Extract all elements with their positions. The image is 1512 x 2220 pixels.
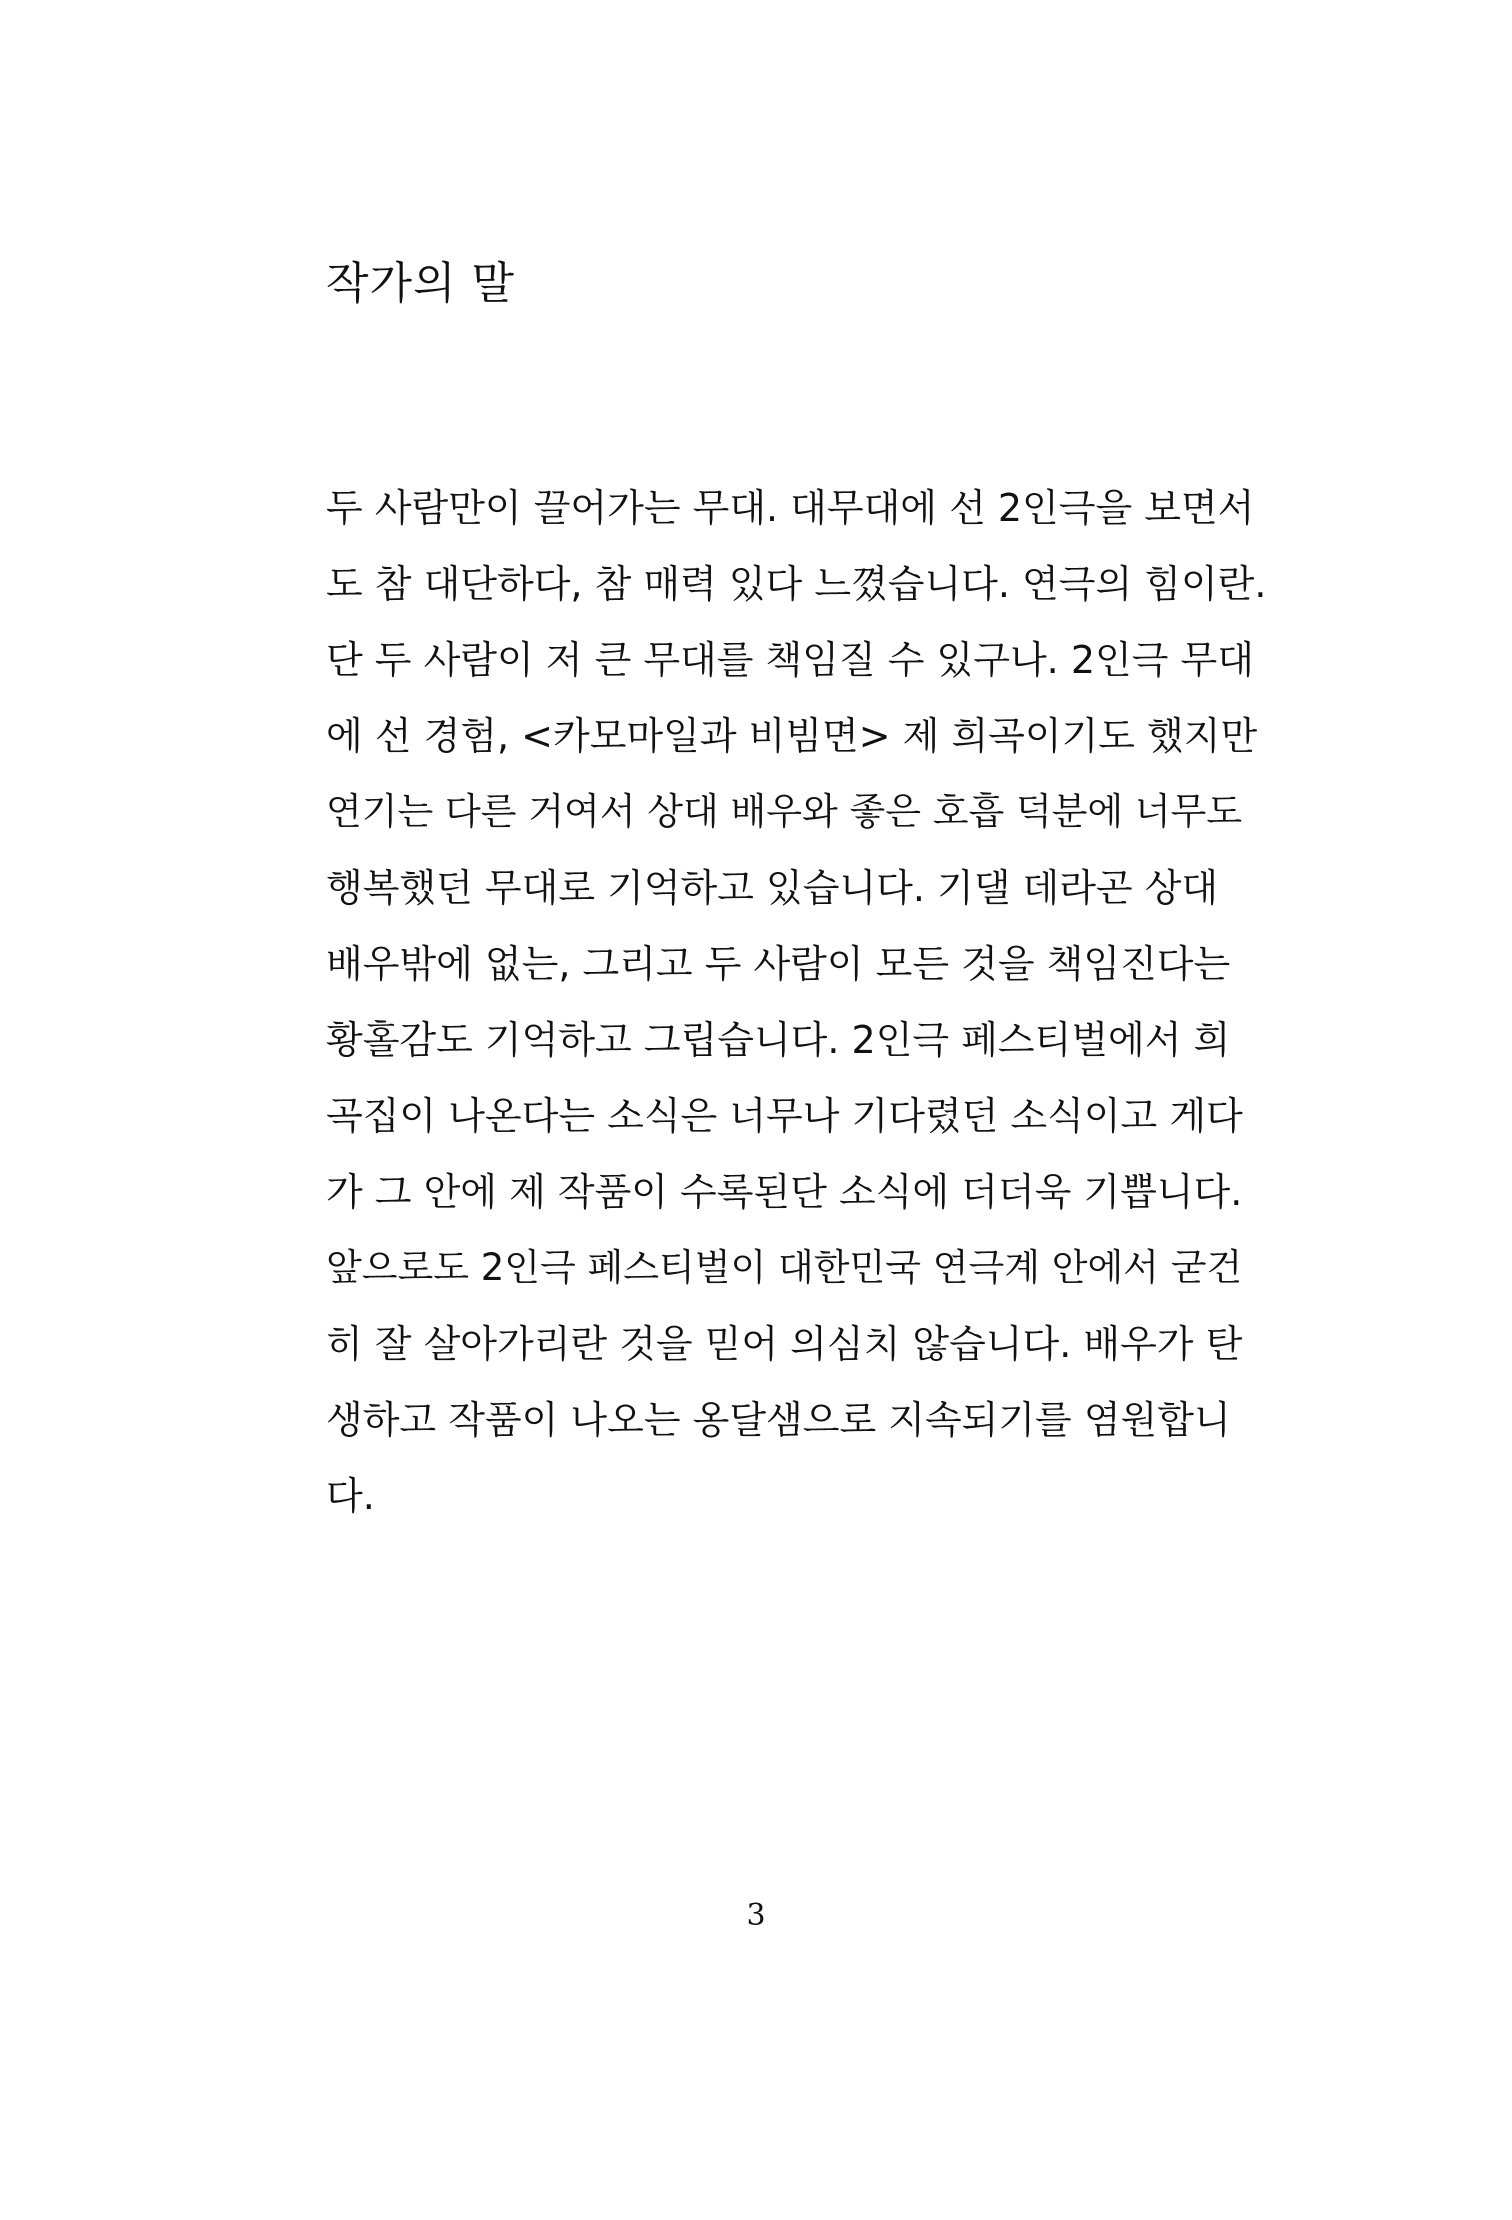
page-title: 작가의 말 <box>326 258 516 309</box>
body-line: 도 참 대단하다, 참 매력 있다 느꼈습니다. 연극의 힘이란. <box>326 562 1267 606</box>
page-number: 3 <box>746 1898 766 1933</box>
body-line: 에 선 경험, <카모마일과 비빔면> 제 희곡이기도 했지만 <box>326 714 1258 758</box>
body-text <box>326 470 1266 1534</box>
body-line: 생하고 작품이 나오는 옹달샘으로 지속되기를 염원합니 <box>326 1398 1231 1442</box>
body-line: 곡집이 나온다는 소식은 너무나 기다렸던 소식이고 게다 <box>326 1094 1243 1138</box>
body-line: 연기는 다른 거여서 상대 배우와 좋은 호흡 덕분에 너무도 <box>326 790 1243 833</box>
body-line: 두 사람만이 끌어가는 무대. 대무대에 선 2인극을 보면서 <box>326 486 1255 530</box>
body-line: 히 잘 살아가리란 것을 믿어 의심치 않습니다. 배우가 탄 <box>326 1322 1243 1366</box>
body-line: 앞으로도 2인극 페스티벌이 대한민국 연극계 안에서 굳건 <box>326 1246 1243 1289</box>
body-line: 황홀감도 기억하고 그립습니다. 2인극 페스티벌에서 희 <box>326 1018 1231 1062</box>
body-line: 가 그 안에 제 작품이 수록된단 소식에 더더욱 기쁩니다. <box>326 1170 1243 1214</box>
body-line: 행복했던 무대로 기억하고 있습니다. 기댈 데라곤 상대 <box>326 866 1219 910</box>
body-line: 배우밖에 없는, 그리고 두 사람이 모든 것을 책임진다는 <box>326 942 1231 986</box>
body-line: 단 두 사람이 저 큰 무대를 책임질 수 있구나. 2인극 무대 <box>326 638 1254 682</box>
body-line: 다. <box>326 1474 375 1518</box>
